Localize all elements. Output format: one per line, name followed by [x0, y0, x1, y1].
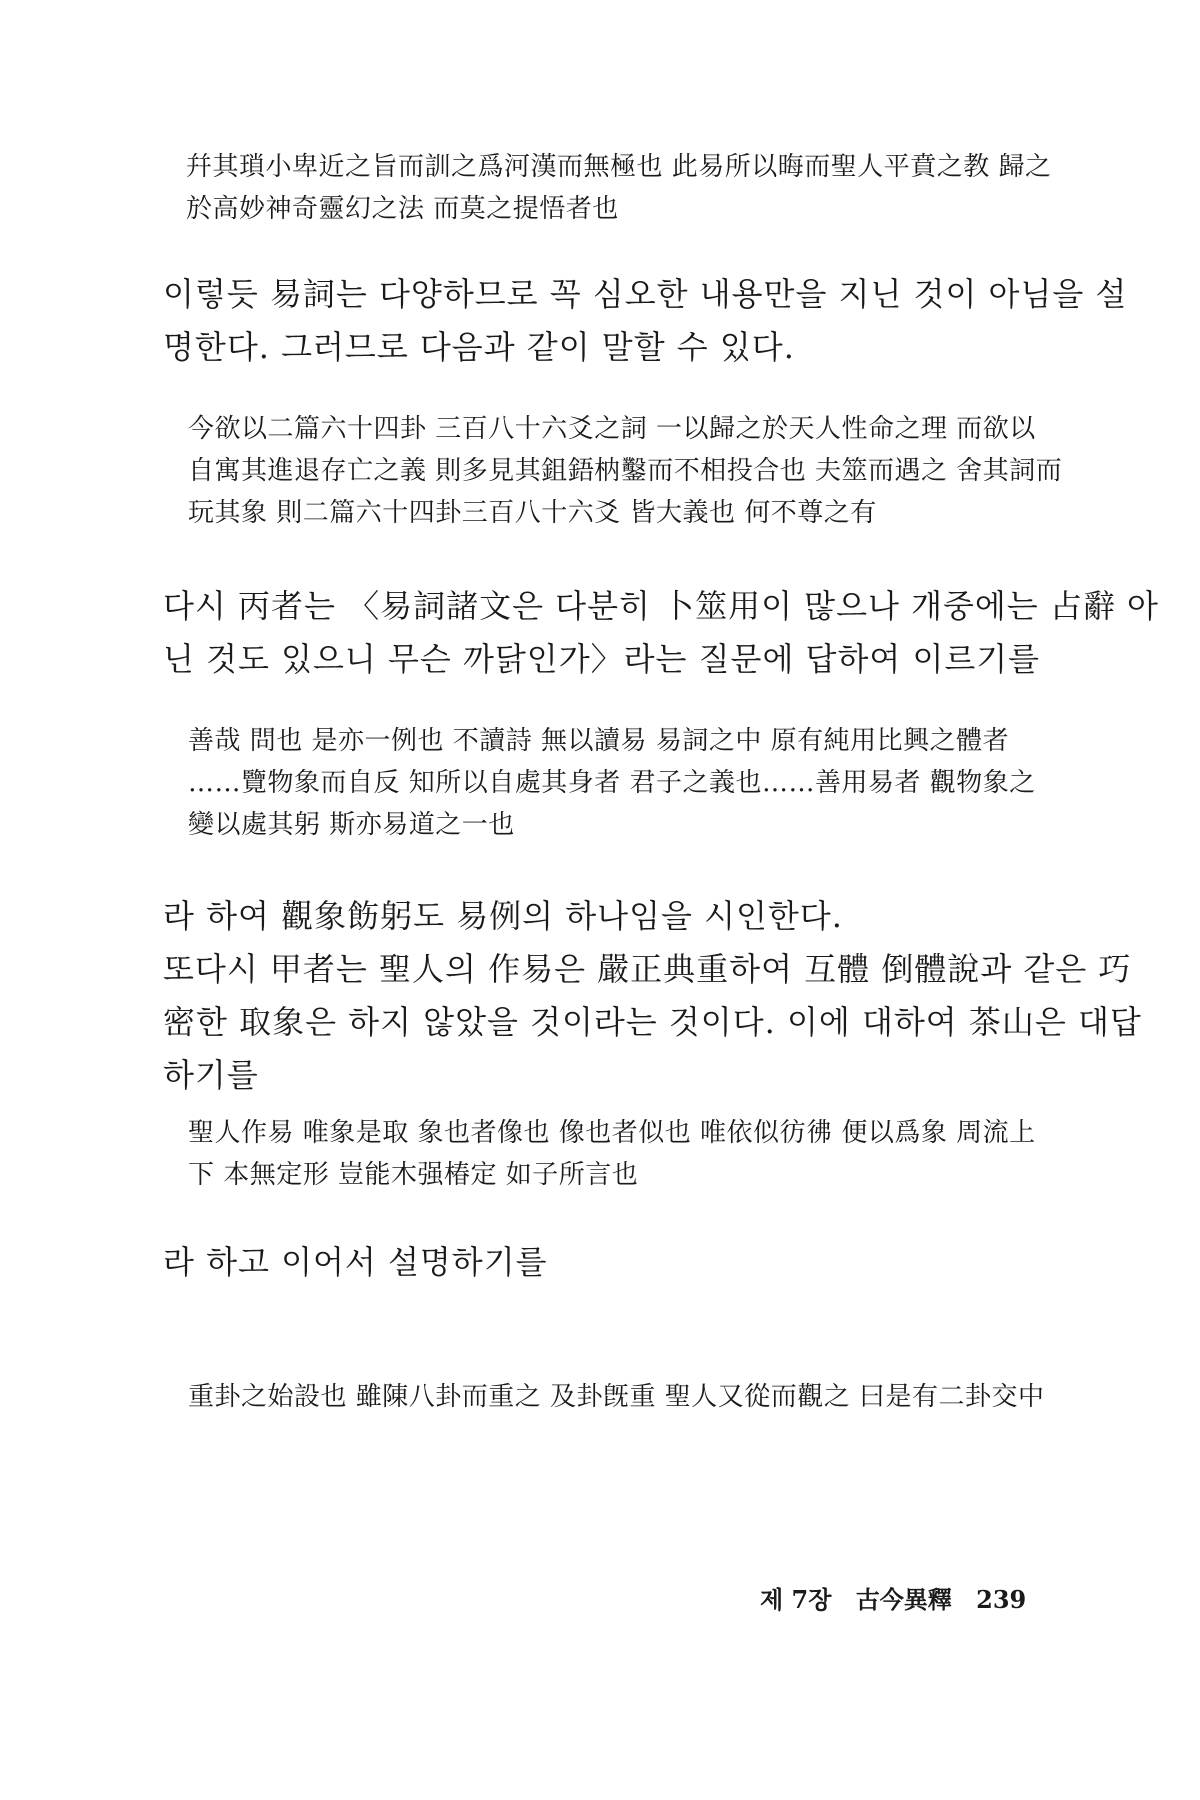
- text-line: 다시 丙者는 〈易詞諸文은 다분히 卜筮用이 많으나 개중에는 占辭 아: [163, 587, 1159, 625]
- page-number: 239: [976, 1585, 1027, 1614]
- body-paragraph-1: [163, 268, 1127, 374]
- quote-block-3: [188, 720, 1036, 846]
- text-line: 라 하여 觀象飭躬도 易例의 하나임을 시인한다.: [163, 897, 843, 935]
- body-paragraph-3: [163, 890, 1142, 1102]
- text-line: 幷其瑣小卑近之旨而訓之爲河漢而無極也 此易所以晦而聖人平賁之教 歸之: [186, 152, 1052, 182]
- text-line: 密한 取象은 하지 않았을 것이라는 것이다. 이에 대하여 茶山은 대답: [163, 1003, 1142, 1041]
- text-line: 닌 것도 있으니 무슨 까닭인가〉라는 질문에 답하여 이르기를: [163, 640, 1041, 678]
- body-paragraph-2: [163, 580, 1159, 686]
- text-line: 今欲以二篇六十四卦 三百八十六爻之詞 一以歸之於天人性命之理 而欲以: [188, 414, 1036, 444]
- section-title: 古今異釋: [855, 1585, 952, 1614]
- text-line: 變以處其躬 斯亦易道之一也: [188, 810, 515, 840]
- text-line: 自寓其進退存亡之義 則多見其鉏鋙枘鑿而不相投合也 夫筮而遇之 舍其詞而: [188, 456, 1063, 486]
- text-line: 下 本無定形 豈能木强椿定 如子所言也: [188, 1160, 639, 1190]
- text-line: 또다시 甲者는 聖人의 作易은 嚴正典重하여 互體 倒體說과 같은 巧: [163, 950, 1132, 988]
- text-line: 이렇듯 易詞는 다양하므로 꼭 심오한 내용만을 지닌 것이 아님을 설: [163, 275, 1128, 313]
- quote-block-2: [188, 408, 1062, 534]
- quote-block-5: [188, 1376, 1045, 1418]
- text-line: 善哉 問也 是亦一例也 不讀詩 無以讀易 易詞之中 原有純用比興之體者: [188, 726, 1010, 756]
- text-line: 重卦之始設也 雖陳八卦而重之 及卦旣重 聖人又從而觀之 曰是有二卦交中: [188, 1382, 1045, 1412]
- page-footer: [760, 1580, 1042, 1615]
- quote-block-4: [188, 1112, 1036, 1196]
- text-line: 玩其象 則二篇六十四卦三百八十六爻 皆大義也 何不尊之有: [188, 498, 877, 528]
- chapter-label: 제 7장: [760, 1585, 832, 1614]
- text-line: 하기를: [163, 1056, 259, 1094]
- text-line: 명한다. 그러므로 다음과 같이 말할 수 있다.: [163, 328, 795, 366]
- text-line: ……覽物象而自反 知所以自處其身者 君子之義也……善用易者 觀物象之: [188, 768, 1036, 798]
- quote-block-1: [186, 146, 1052, 230]
- text-line: 於高妙神奇靈幻之法 而莫之提悟者也: [186, 194, 619, 224]
- body-paragraph-4: [163, 1236, 548, 1289]
- text-line: 聖人作易 唯象是取 象也者像也 像也者似也 唯依似彷彿 便以爲象 周流上: [188, 1118, 1036, 1148]
- text-line: 라 하고 이어서 설명하기를: [163, 1243, 548, 1281]
